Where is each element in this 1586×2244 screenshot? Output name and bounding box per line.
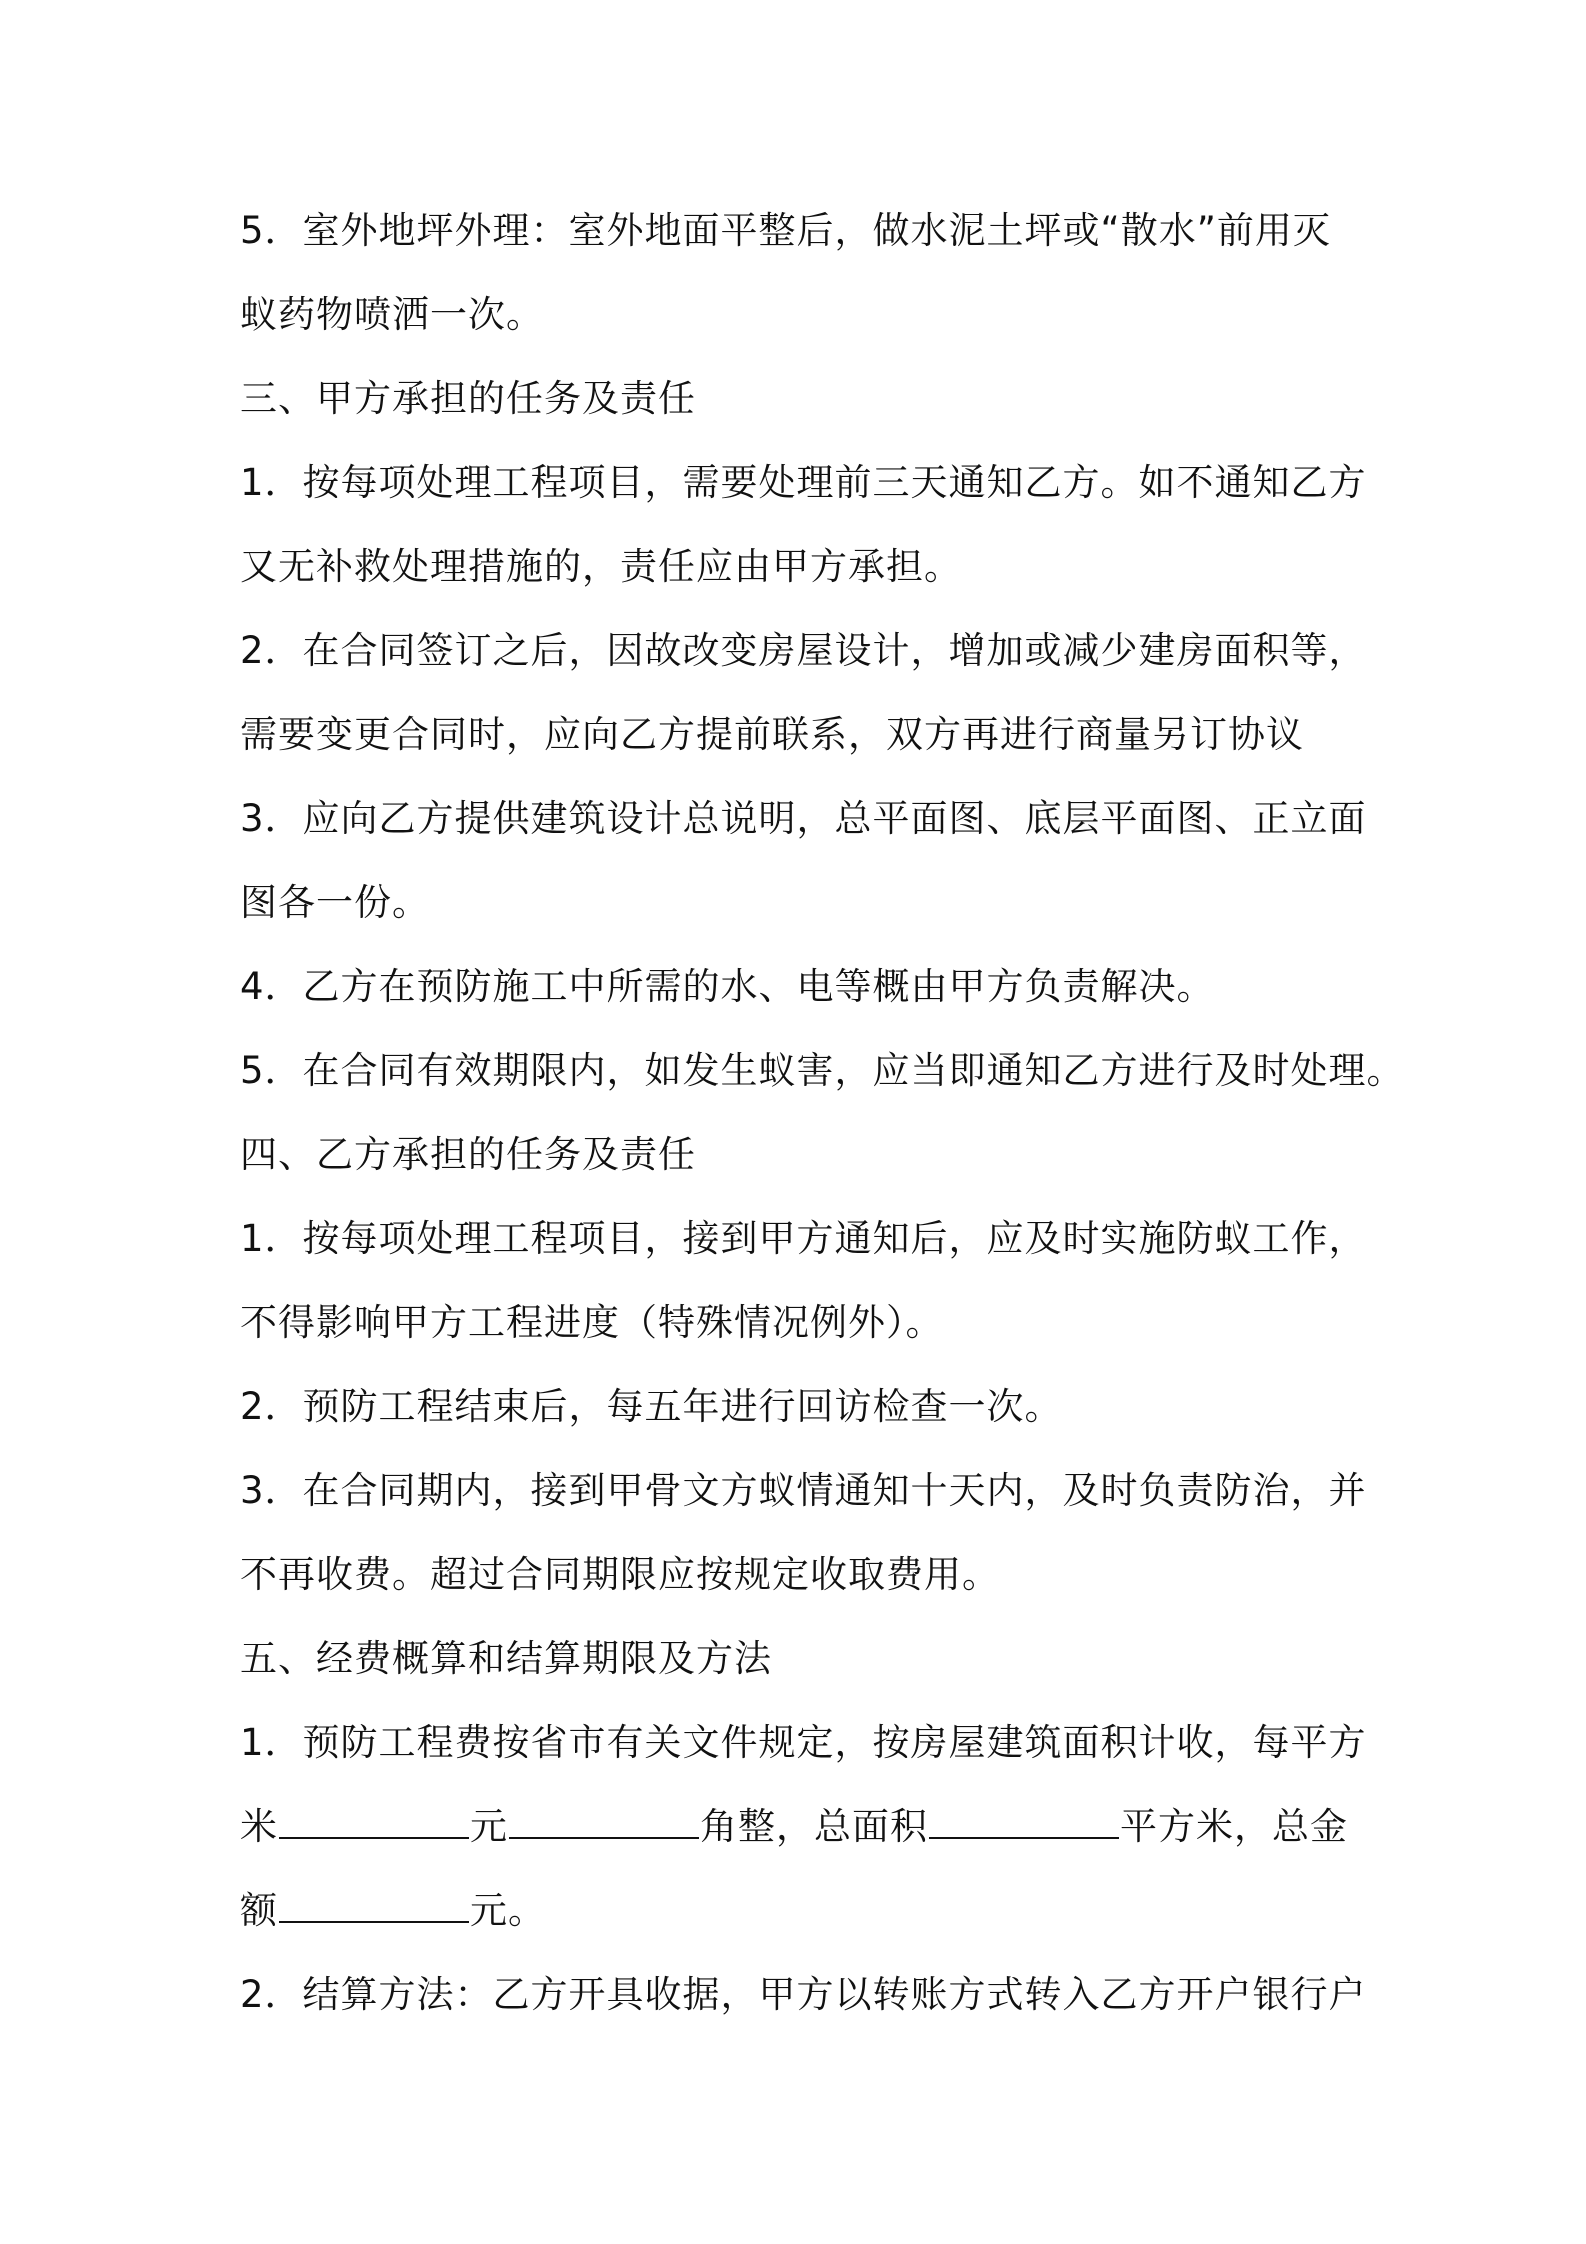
total-line bbox=[240, 1876, 1380, 1960]
paragraph-line: 需要变更合同时，应向乙方提前联系，双方再进行商量另订协议 bbox=[240, 713, 1304, 756]
paragraph-line: 3．在合同期内，接到甲骨文方蚁情通知十天内，及时负责防治，并 bbox=[240, 1469, 1367, 1512]
price-yuan-blank[interactable] bbox=[279, 1803, 469, 1839]
paragraph-line: 3．应向乙方提供建筑设计总说明，总平面图、底层平面图、正立面 bbox=[240, 797, 1367, 840]
price-jiao-blank[interactable] bbox=[509, 1803, 699, 1839]
paragraph-line: 1．预防工程费按省市有关文件规定，按房屋建筑面积计收，每平方 bbox=[240, 1721, 1367, 1764]
paragraph-line: 4．乙方在预防施工中所需的水、电等概由甲方负责解决。 bbox=[240, 965, 1215, 1008]
fee-line bbox=[240, 1792, 1380, 1876]
fee-text-area: 角整，总面积 bbox=[700, 1805, 928, 1848]
document-body bbox=[240, 196, 1405, 2044]
paragraph-line: 又无补救处理措施的，责任应由甲方承担。 bbox=[240, 545, 962, 588]
paragraph-line: 蚁药物喷洒一次。 bbox=[240, 293, 544, 336]
fee-text-yuan: 元 bbox=[470, 1805, 508, 1848]
paragraph-line: 不得影响甲方工程进度（特殊情况例外）。 bbox=[240, 1301, 944, 1344]
paragraph-line: 2．在合同签订之后，因故改变房屋设计，增加或减少建房面积等， bbox=[240, 629, 1367, 672]
paragraph-line: 图各一份。 bbox=[240, 881, 430, 924]
paragraph-line: 不再收费。超过合同期限应按规定收取费用。 bbox=[240, 1553, 1000, 1596]
section-heading: 四、乙方承担的任务及责任 bbox=[240, 1133, 696, 1176]
paragraph-line: 5．在合同有效期限内，如发生蚁害，应当即通知乙方进行及时处理。 bbox=[240, 1049, 1405, 1092]
paragraph-line: 1．按每项处理工程项目，接到甲方通知后，应及时实施防蚁工作， bbox=[240, 1217, 1367, 1260]
paragraph-line: 5．室外地坪外理：室外地面平整后，做水泥土坪或“散水”前用灭 bbox=[240, 209, 1331, 252]
total-text-yuan: 元。 bbox=[470, 1889, 546, 1932]
paragraph-line: 2．预防工程结束后，每五年进行回访检查一次。 bbox=[240, 1385, 1063, 1428]
fee-text-unit: 米 bbox=[240, 1805, 278, 1848]
section-heading: 五、经费概算和结算期限及方法 bbox=[240, 1637, 772, 1680]
total-amount-blank[interactable] bbox=[279, 1887, 469, 1923]
total-area-blank[interactable] bbox=[929, 1803, 1119, 1839]
paragraph-line: 1．按每项处理工程项目，需要处理前三天通知乙方。如不通知乙方 bbox=[240, 461, 1367, 504]
paragraph-line: 2．结算方法：乙方开具收据，甲方以转账方式转入乙方开户银行户 bbox=[240, 1973, 1367, 2016]
fee-text-total: 平方米，总金 bbox=[1120, 1805, 1348, 1848]
section-heading: 三、甲方承担的任务及责任 bbox=[240, 377, 696, 420]
total-text-label: 额 bbox=[240, 1889, 278, 1932]
